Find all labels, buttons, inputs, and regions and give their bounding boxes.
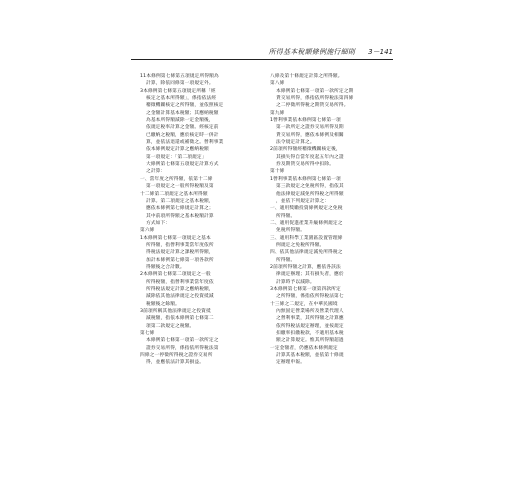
- text-line: 一定金額者，仍應依本條例規定: [270, 345, 338, 351]
- running-header: [131, 46, 393, 60]
- text-line: 核定之基本所得額」，係指依法經: [146, 96, 217, 102]
- text-line: 他法律規定減免所得稅之所得額: [276, 191, 344, 197]
- text-line: 證券交易所得，係指依所得稅法第: [146, 345, 219, 351]
- text-line: 2前項所得額經稽徵機關核定後，: [270, 147, 341, 153]
- text-line: 1營利事業依本條例第七條第一項: [270, 118, 341, 124]
- text-line: 11本條例第七條第五項規定所得額為: [140, 74, 219, 79]
- text-line: 之計算：: [146, 169, 166, 175]
- right-text-column: [270, 73, 391, 367]
- text-line: 3前項所稱其他法律規定之投資抵: [140, 309, 211, 314]
- text-line: 本條例第七條第一項第一款所定之: [146, 338, 219, 344]
- text-line: 方式如下：: [146, 220, 171, 226]
- text-line: 稅額後之餘額。: [146, 301, 180, 307]
- text-line: 十二條第二項規定之基本所得額: [140, 191, 208, 197]
- text-line: 減除依其他法律規定之投資抵減: [146, 294, 214, 300]
- text-line: 之所得額，係指依所得稅法第七: [276, 294, 344, 300]
- text-line: 大條例第七條第五項規定計算方式: [146, 162, 219, 168]
- text-line: 計算。第二項規定之基本稅額，: [146, 198, 214, 204]
- text-line: 法令規定計算之。: [276, 140, 315, 146]
- text-line: 其中前項所得額之基本稅額計算: [146, 213, 214, 219]
- text-line: 第一款所定之證券交易所得及期: [276, 125, 344, 131]
- text-line: 稽徵機關核定之所得額，並依照核定: [146, 103, 224, 109]
- text-line: 之金額計算基本稅額；其應納稅額: [146, 110, 219, 116]
- text-line: 第十條: [270, 169, 285, 175]
- text-line: 為基本所得額減除一定金額後，: [146, 118, 214, 124]
- text-line: 已繳納之稅額，應於核定時一併計: [146, 132, 219, 138]
- text-line: 得稅法規定計算之課稅所得額，: [146, 250, 214, 256]
- text-line: 四條之一停徵所得稅之證券交易所: [140, 353, 213, 359]
- text-line: 本條例第七條第一項第一款所定之期: [276, 88, 354, 94]
- header-rule: [131, 59, 393, 60]
- text-line: 應依本條例第七條規定計算之；: [146, 206, 214, 212]
- text-line: 之營利事業，其所得額之計算應: [276, 316, 344, 322]
- text-line: 三、適用科學工業園區設置管理條: [270, 235, 343, 241]
- text-line: 減稅額，指依本條例第七條第二: [146, 316, 214, 322]
- text-line: 計算其基本稅額，並依第十條規: [276, 353, 344, 359]
- text-line: 得額後之合計數。: [146, 264, 185, 270]
- text-line: 第三款規定之免稅所得，指依其: [276, 184, 344, 190]
- text-line: 2前項所得額之計算，應依各該法: [270, 264, 341, 270]
- text-line: 貨交易所得，應依本條例及相關: [276, 132, 344, 138]
- text-line: 律規定辦理；其有損失者，應於: [276, 272, 344, 278]
- text-line: 一、當年度之所得額，依第十二條: [140, 176, 213, 182]
- text-line: 例規定之免稅所得額。: [276, 242, 325, 248]
- text-line: 計算時予以減除。: [276, 279, 315, 285]
- text-line: 第八條: [270, 81, 285, 87]
- text-line: 二、適用促進產業升級條例規定之: [270, 220, 343, 226]
- text-line: 第一項規定：「第二項規定」: [146, 154, 207, 160]
- text-line: 第九條: [270, 110, 285, 116]
- text-line: 免稅所得額。: [276, 228, 306, 234]
- document-page: [131, 46, 393, 450]
- text-line: 3本條例第七條第五項規定所稱「經: [140, 88, 216, 94]
- text-line: 算，並依法退還或補徵之。營利事業: [146, 140, 224, 146]
- text-line: 1本條例第七條第一項規定之基本: [140, 235, 211, 241]
- text-line: 十三條之二規定，在中華民國境: [270, 301, 338, 307]
- text-line: 券及期貨交易所得中扣除。: [276, 162, 335, 168]
- text-line: ，並依下列規定計算之：: [276, 198, 330, 204]
- text-line: 依所得稅法規定辦理，並按規定: [276, 323, 344, 329]
- text-line: 定辦理申報。: [276, 360, 306, 366]
- text-line: 其損失得自當年度起五年內之證: [276, 154, 344, 160]
- text-line: 第七條: [140, 331, 155, 337]
- text-line: 1營利事業依本條例第七條第一項: [270, 176, 341, 182]
- text-line: 所得額。: [276, 257, 296, 263]
- page-number: 3－141: [368, 48, 393, 56]
- text-line: 依規定稅率計算之金額。經核定前: [146, 125, 219, 131]
- text-line: 所得額，指營利事業當年度依所: [146, 242, 214, 248]
- text-line: 一、適用獎勵投資條例規定之免稅: [270, 206, 343, 212]
- text-line: 加計本條例第七條第一項各款所: [146, 257, 214, 263]
- text-line: 之二停徵所得稅之期貨交易所得。: [276, 103, 349, 109]
- left-text-column: [140, 73, 261, 367]
- text-line: 第一項規定之一般所得稅額及第: [146, 184, 214, 190]
- text-line: 四、依其他法律規定減免所得稅之: [270, 250, 343, 256]
- text-line: 扣繳率扣繳稅款，不適用基本稅: [276, 331, 344, 337]
- text-line: 所得稅額，指營利事業當年度依: [146, 279, 214, 285]
- text-line: 得，並應依法計算其損益。: [146, 360, 205, 366]
- text-line: 第六條: [140, 228, 155, 234]
- text-line: 所得額。: [276, 213, 296, 219]
- text-line: 依本條例規定計算之應納稅額: [146, 147, 209, 153]
- text-line: 2本條例第七條第二項規定之一般: [140, 272, 211, 278]
- text-line: 項第二款規定之稅額。: [146, 323, 195, 329]
- text-line: 所得稅法規定計算之應納稅額，: [146, 286, 214, 292]
- text-line: 貨交易所得，係指依所得稅法第四條: [276, 96, 354, 102]
- text-line: 內無固定營業場所及營業代理人: [276, 309, 344, 314]
- text-line: 額之計算規定。惟其所得額超過: [276, 338, 344, 344]
- text-line: 八條及第十條規定計算之所得額。: [270, 74, 343, 79]
- header-title: 所得基本稅額條例施行細則: [268, 48, 355, 56]
- text-line: 3本條例第七條第一項第四款所定: [270, 286, 341, 292]
- text-line: 計算，除依同條第一項規定外。: [146, 81, 214, 87]
